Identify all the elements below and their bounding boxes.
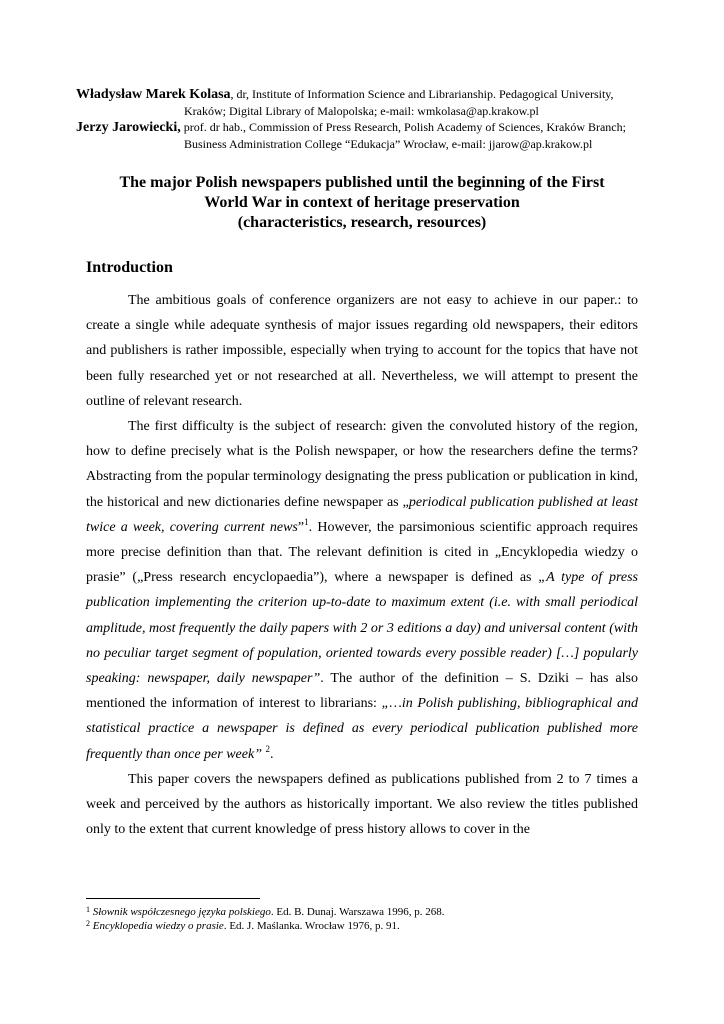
title-line-3: (characteristics, research, resources): [237, 214, 487, 231]
p2-text-a: The first difficulty is the subject of research: given the convoluted history of the region, how to define precisely what is the Polish newspaper, or how the researchers define the terms? Abstracting from the popular terminology designating the press publication or publication in kind, the historical and new dictionaries define newspaper as „: [86, 419, 638, 510]
footnote-ref-1[interactable]: 1: [304, 516, 309, 527]
p2-text-f: . The author of the definition – S. Dziki – has also mentioned the information of interest to librarians:: [86, 671, 638, 712]
footnote-2-details: . Ed. J. Maślanka. Wrocław 1976, p. 91.: [223, 920, 400, 932]
author-2-line-2: Business Administration College “Edukacja” Wrocław, e-mail: jjarow@ap.krakow.pl: [184, 137, 593, 151]
paragraph-1: The ambitious goals of conference organizers are not easy to achieve in our paper.: to create a single while adequate synthesis of major issues regarding old newspapers, their editors and publishers is rather impossible, especially when trying to account for the topics that have not been fully researched yet or not researched at all. Nevertheless, we will attempt to present the outline of relevant research.: [86, 293, 638, 409]
footnote-2-number: 2: [86, 919, 90, 928]
author-1-line-1: [76, 86, 646, 103]
title-line-2: World War in context of heritage preservation: [204, 194, 520, 211]
author-block: [76, 86, 646, 152]
footnote-1-number: 1: [86, 905, 90, 914]
footnote-1-details: . Ed. B. Dunaj. Warszawa 1996, p. 268.: [270, 906, 445, 918]
footnote-2: [86, 919, 646, 933]
author-2-name: Jerzy Jarowiecki,: [76, 120, 181, 135]
p2-quote-dziki: „…in Polish publishing, bibliographical and statistical practice a newspaper is defined as every periodical publication published more frequently than once per week”: [86, 696, 638, 762]
author-2-affiliation: prof. dr hab., Commission of Press Research, Polish Academy of Sciences, Kraków Branch;: [180, 120, 626, 134]
p2-text-i: .: [269, 746, 274, 762]
author-2-line-1: [76, 119, 646, 136]
title-line-1: The major Polish newspapers published until the beginning of the First: [119, 174, 605, 191]
paragraph-2: [86, 414, 638, 767]
footnote-1: [86, 905, 646, 919]
p2-text-c: ”: [297, 519, 305, 535]
footnote-1-title: Słownik współczesnego języka polskiego: [92, 906, 271, 918]
section-heading: Introduction: [86, 259, 173, 276]
paper-title: [76, 173, 648, 233]
footnote-ref-2[interactable]: 2: [265, 743, 270, 754]
footnotes: [86, 905, 646, 933]
p2-text-d: . However, the parsimonious scientific approach requires more precise definition than that. The relevant definition is cited in „Encyklopedia wiedzy o prasie” („Press research encyclopaedia”), where a newspaper is defined as: [86, 519, 638, 586]
author-1-name: Władysław Marek Kolasa: [76, 87, 231, 102]
author-1-affiliation: , dr, Institute of Information Science and Librarianship. Pedagogical University,: [230, 87, 614, 101]
paragraph-3: This paper covers the newspapers defined as publications published from 2 to 7 times a week and perceived by the authors as historically important. We also review the titles published only to the extent that current knowledge of press history allows to cover in the: [86, 771, 638, 838]
p2-quote-dictionary: periodical publication published at least twice a week, covering current news: [86, 494, 638, 535]
p2-quote-encyclopedia: „A type of press publication implementing the criterion up-to-date to maximum extent (i.e. with small periodical amplitude, most frequently the daily papers with 2 or 3 editions a day) and universal content (with no peculiar target segment of population, oriented towards every possible reader) […] popularly speaking: newspaper, daily newspaper”: [86, 570, 638, 687]
author-1-line-2: Kraków; Digital Library of Malopolska; e-mail: wmkolasa@ap.krakow.pl: [184, 104, 539, 118]
footnote-2-title: Encyklopedia wiedzy o prasie: [92, 920, 224, 932]
footnote-divider: [86, 898, 260, 899]
body-text: [86, 288, 638, 842]
